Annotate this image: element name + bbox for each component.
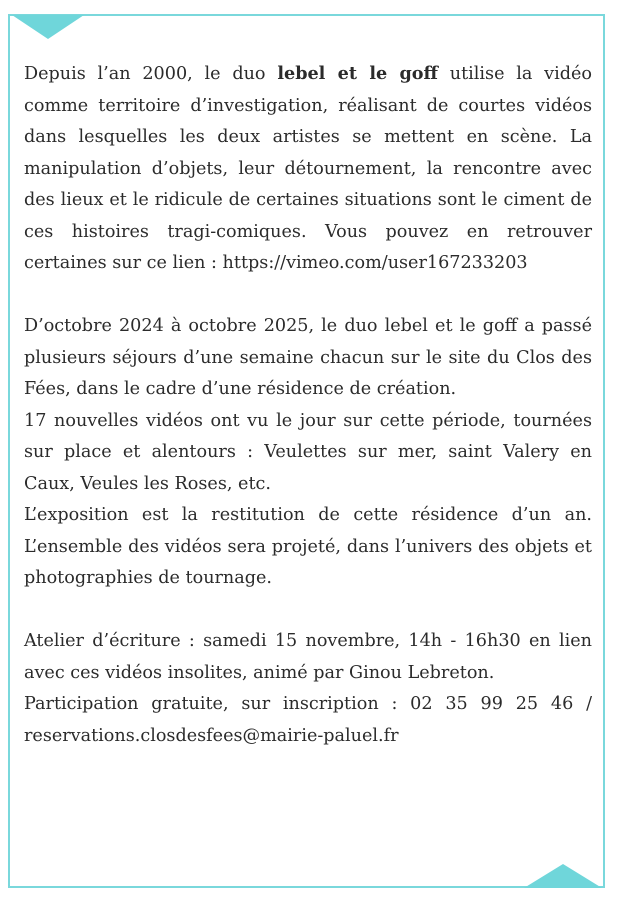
paragraph-exhibition: L’exposition est la restitution de cette résidence d’un an. L’ensemble des vidéos sera projeté, dans l’univers des objets et photographies de tournage. xyxy=(24,505,592,588)
paragraph-residence: D’octobre 2024 à octobre 2025, le duo lebel et le goff a passé plusieurs séjours d’une semaine chacun sur le site du Clos des Fées, dans le cadre d’une résidence de création. xyxy=(24,316,592,399)
paragraph-workshop: Atelier d’écriture : samedi 15 novembre, 14h - 16h30 en lien avec ces vidéos insolites, animé par Ginou Lebreton. xyxy=(24,631,592,683)
intro-text-rest: utilise la vidéo comme territoire d’investigation, réalisant de courtes vidéos dans lesquelles les deux artistes se mettent en scène. La manipulation d’objets, leur détournement, la rencontre avec des lieux et le ridicule de certaines situations sont le ciment de ces histoires tragi-comiques. Vous pouvez en retrouver certaines sur ce lien : https://vimeo.com/user167233203 xyxy=(24,64,592,273)
artist-duo-name: lebel et le goff xyxy=(277,63,438,84)
paragraph-spacer xyxy=(24,595,592,627)
paragraph-new-videos: 17 nouvelles vidéos ont vu le jour sur cette période, tournées sur place et alentours : Veulettes sur mer, saint Valery en Caux, Veules les Roses, etc. xyxy=(24,410,592,494)
intro-text-start: Depuis l’an 2000, le duo xyxy=(24,64,278,84)
corner-decoration-top-left xyxy=(12,15,84,39)
paragraph-intro xyxy=(24,58,592,280)
paragraph-participation: Participation gratuite, sur inscription : 02 35 99 25 46 / reservations.closdesfees@mairie-paluel.fr xyxy=(24,694,592,746)
text-content xyxy=(24,58,592,752)
paragraph-spacer xyxy=(24,280,592,312)
corner-decoration-bottom-right xyxy=(524,864,602,888)
